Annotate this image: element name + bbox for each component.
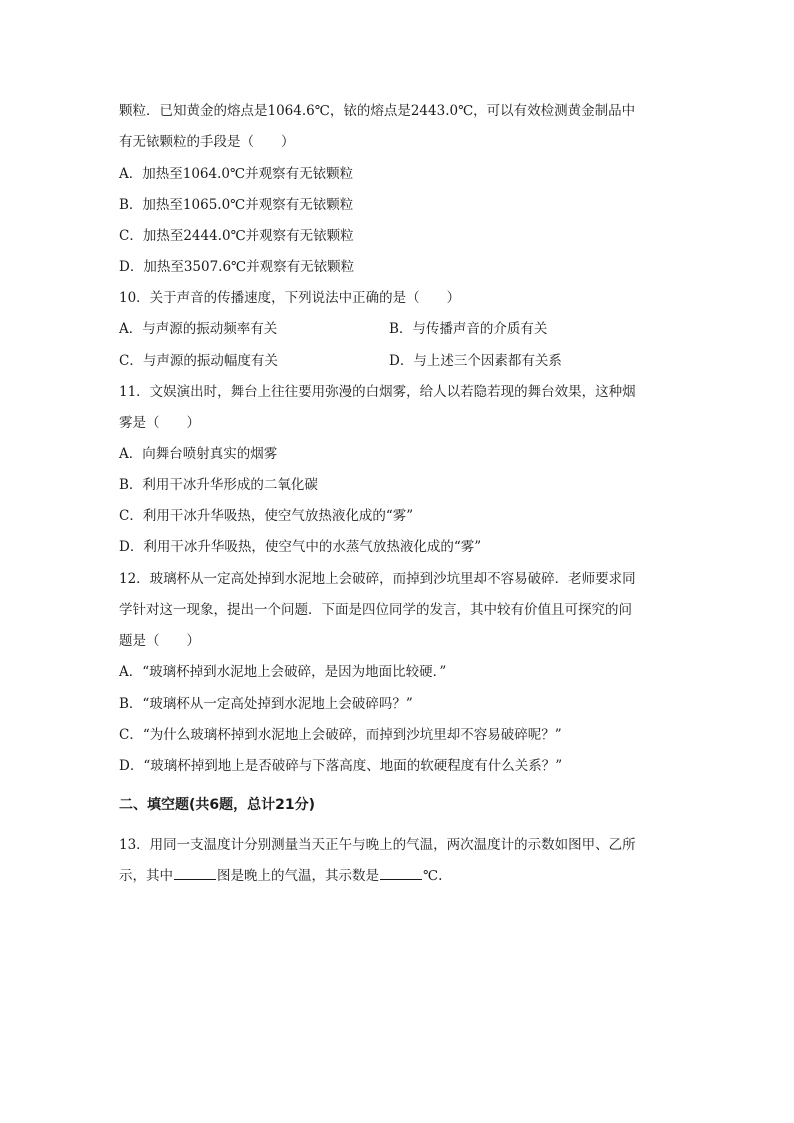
section-title-fill-in: 二、填空题(共6题，总计21分)	[119, 797, 316, 813]
q9-option-b: B．加热至1065.0℃并观察有无铱颗粒	[119, 197, 354, 213]
q10-option-d: D．与上述三个因素都有关系	[389, 353, 562, 369]
q10-stem: 10．关于声音的传播速度，下列说法中正确的是（ ）	[119, 290, 461, 306]
q9-option-a: A．加热至1064.0℃并观察有无铱颗粒	[119, 166, 354, 182]
q10-option-c: C．与声源的振动幅度有关	[119, 353, 278, 369]
q10-option-b: B．与传播声音的介质有关	[389, 321, 548, 337]
q9-stem-line1: 颗粒．已知黄金的熔点是1064.6℃，铱的熔点是2443.0℃，可以有效检测黄金制品中	[119, 103, 636, 119]
q11-option-d: D．利用干冰升华吸热，使空气中的水蒸气放热液化成的“雾”	[119, 539, 482, 555]
q12-option-c: C．“为什么玻璃杯掉到水泥地上会破碎，而掉到沙坑里却不容易破碎呢？”	[119, 727, 562, 743]
q13-blank-2[interactable]	[380, 867, 422, 880]
q13-text-a: 示，其中	[119, 868, 173, 884]
q13-blank-1[interactable]	[174, 867, 216, 880]
q11-stem-line2: 雾是（ ）	[119, 415, 200, 431]
q13-text-b: 图是晚上的气温，其示数是	[217, 868, 379, 884]
q13-stem-line2	[119, 867, 442, 885]
q10-option-a: A．与声源的振动频率有关	[119, 321, 278, 337]
q9-option-d: D．加热至3507.6℃并观察有无铱颗粒	[119, 259, 355, 275]
q12-stem-line3: 题是（ ）	[119, 633, 200, 649]
q9-option-c: C．加热至2444.0℃并观察有无铱颗粒	[119, 228, 354, 244]
q13-stem-line1: 13．用同一支温度计分别测量当天正午与晚上的气温，两次温度计的示数如图甲、乙所	[119, 837, 636, 853]
q12-option-a: A．“玻璃杯掉到水泥地上会破碎，是因为地面比较硬．”	[119, 664, 447, 680]
q10-options-row1	[119, 320, 679, 338]
q12-option-b: B．“玻璃杯从一定高处掉到水泥地上会破碎吗？”	[119, 696, 413, 712]
q11-option-c: C．利用干冰升华吸热，使空气放热液化成的“雾”	[119, 508, 414, 524]
q11-option-a: A．向舞台喷射真实的烟雾	[119, 446, 278, 462]
q12-stem-line2: 学针对这一现象，提出一个问题．下面是四位同学的发言，其中较有价值且可探究的问	[119, 602, 632, 618]
q12-stem-line1: 12．玻璃杯从一定高处掉到水泥地上会破碎，而掉到沙坑里却不容易破碎．老师要求同	[119, 571, 636, 587]
q11-option-b: B．利用干冰升华形成的二氧化碳	[119, 477, 318, 493]
q11-stem-line1: 11．文娱演出时，舞台上往往要用弥漫的白烟雾，给人以若隐若现的舞台效果，这种烟	[119, 384, 636, 400]
q9-stem-line2: 有无铱颗粒的手段是（ ）	[119, 134, 295, 150]
q10-options-row2	[119, 352, 679, 370]
q13-text-c: ℃.	[423, 868, 443, 884]
q12-option-d: D．“玻璃杯掉到地上是否破碎与下落高度、地面的软硬程度有什么关系？”	[119, 758, 563, 774]
